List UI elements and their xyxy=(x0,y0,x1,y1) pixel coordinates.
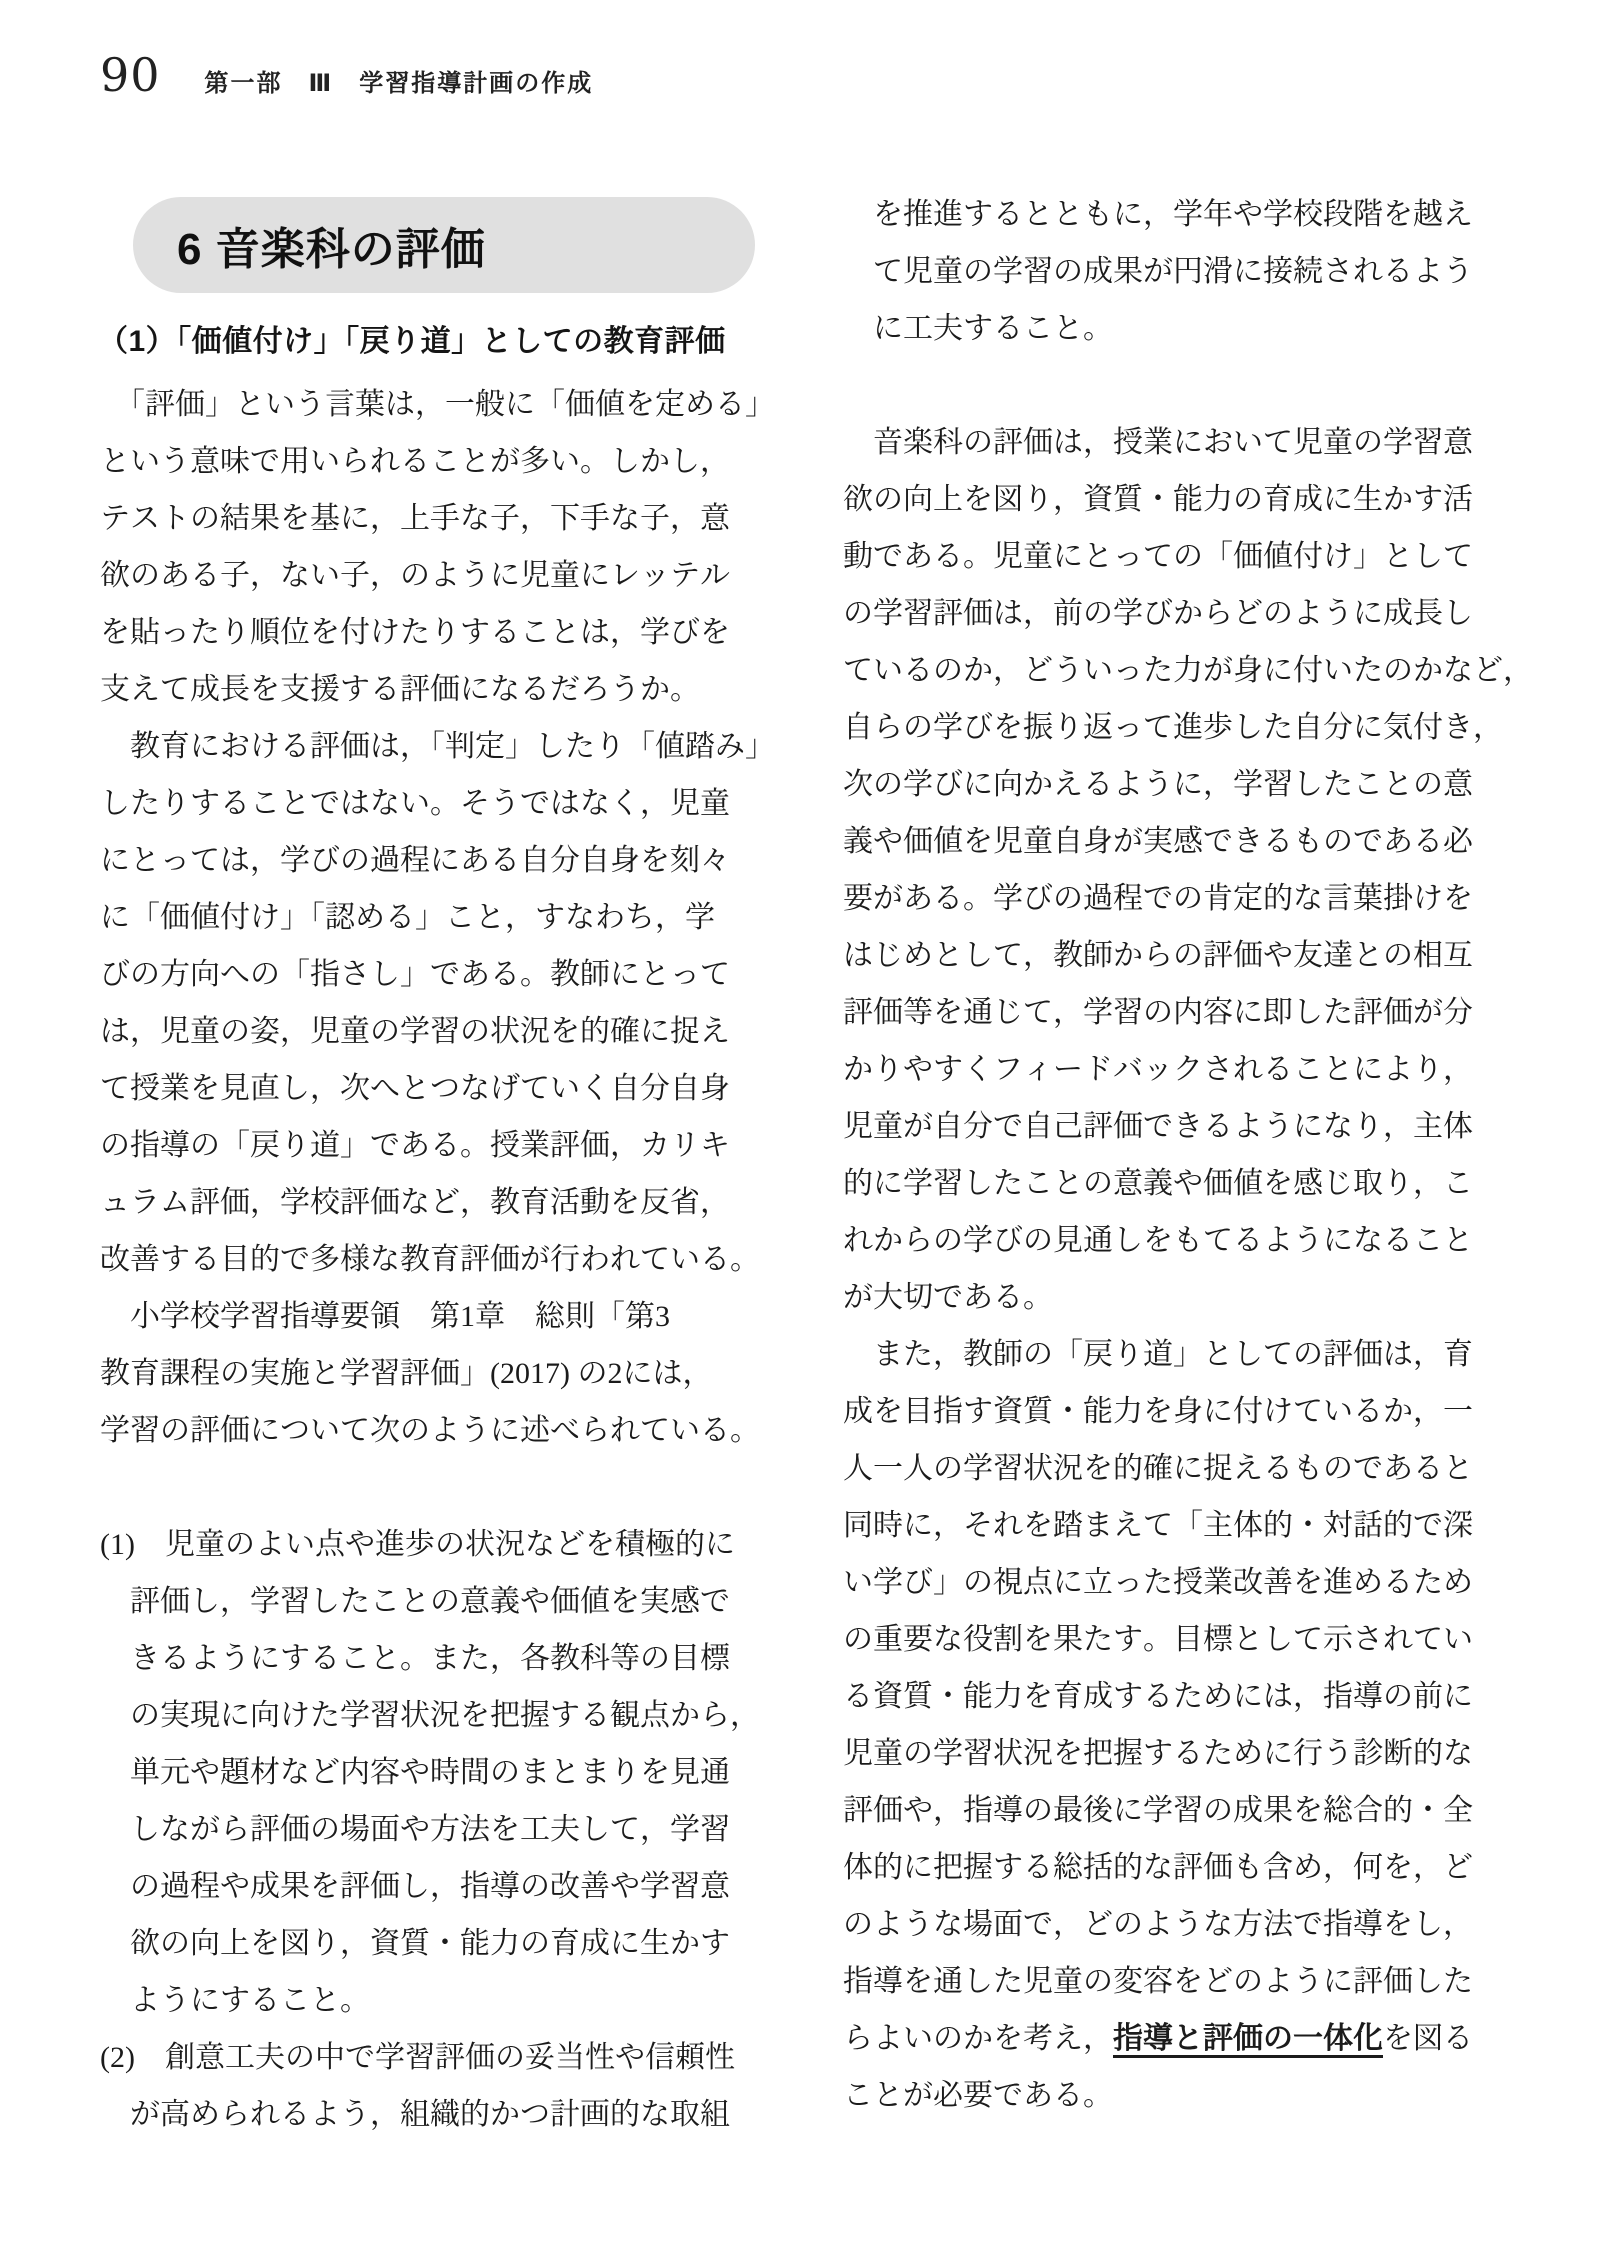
emphasized-phrase: 指導と評価の一体化 xyxy=(1113,2022,1383,2055)
text-line: ているのか，どういった力が身に付いたのかなど， xyxy=(843,654,1533,687)
text-line: 義や価値を児童自身が実感できるものである必 xyxy=(843,825,1473,858)
text-line: 評価し，学習したことの意義や価値を実感で xyxy=(100,1585,730,1618)
text-line: を推進するとともに，学年や学校段階を越え xyxy=(843,198,1473,231)
text-line: に「価値付け」「認める」こと，すなわち，学 xyxy=(100,901,715,934)
text-line: 小学校学習指導要領 第1章 総則「第3 xyxy=(100,1300,670,1333)
text-line: て児童の学習の成果が円滑に接続されるよう xyxy=(843,255,1473,288)
text-line: 音楽科の評価は，授業において児童の学習意 xyxy=(843,426,1473,459)
text-line: の指導の「戻り道」である。授業評価，カリキ xyxy=(100,1129,730,1162)
text-line: い学び」の視点に立った授業改善を進めるため xyxy=(843,1566,1473,1599)
text-line: はじめとして，教師からの評価や友達との相互 xyxy=(843,939,1473,972)
text-line: 体的に把握する総括的な評価も含め，何を，ど xyxy=(843,1851,1473,1884)
text-line: のような場面で，どのような方法で指導をし， xyxy=(843,1908,1473,1941)
text-line: 支えて成長を支援する評価になるだろうか。 xyxy=(100,673,700,706)
text-line: の過程や成果を評価し，指導の改善や学習意 xyxy=(100,1870,730,1903)
text-line: ュラム評価，学校評価など，教育活動を反省， xyxy=(100,1186,730,1219)
page-number: 90 xyxy=(100,48,161,102)
text-line: 自らの学びを振り返って進歩した自分に気付き， xyxy=(843,711,1503,744)
emphasis-line-before: らよいのかを考え， xyxy=(843,2022,1113,2055)
text-line: 動である。児童にとっての「価値付け」として xyxy=(843,540,1473,573)
text-line: 欲のある子，ない子，のように児童にレッテル xyxy=(100,559,730,592)
section-heading: 6 音楽科の評価 xyxy=(177,225,486,274)
text-line: という意味で用いられることが多い。しかし， xyxy=(100,445,730,478)
text-line: 要がある。学びの過程での肯定的な言葉掛けを xyxy=(843,882,1473,915)
right-body-paragraphs xyxy=(843,414,1533,2010)
right-column xyxy=(843,186,1533,2124)
text-line: 教育課程の実施と学習評価」(2017) の2には， xyxy=(100,1357,713,1390)
emphasis-line xyxy=(843,2010,1515,2067)
text-line: 児童の学習状況を把握するために行う診断的な xyxy=(843,1737,1473,1770)
blank-line-spacer xyxy=(843,357,1515,414)
text-line: テストの結果を基に，上手な子，下手な子，意 xyxy=(100,502,730,535)
text-line: 欲の向上を図り，資質・能力の育成に生かす活 xyxy=(843,483,1473,516)
text-line: ようにすること。 xyxy=(100,1984,370,2017)
text-line: また，教師の「戻り道」としての評価は，育 xyxy=(843,1338,1473,1371)
text-line: が大切である。 xyxy=(843,1281,1053,1314)
left-column xyxy=(100,376,775,2143)
text-line: 評価や，指導の最後に学習の成果を総合的・全 xyxy=(843,1794,1473,1827)
text-line: の実現に向けた学習状況を把握する観点から， xyxy=(100,1699,760,1732)
text-line: は，児童の姿，児童の学習の状況を的確に捉え xyxy=(100,1015,730,1048)
text-line: きるようにすること。また，各教科等の目標 xyxy=(100,1642,730,1675)
left-body-paragraphs xyxy=(100,376,775,1459)
text-line: 指導を通した児童の変容をどのように評価した xyxy=(843,1965,1473,1998)
closing-line: ことが必要である。 xyxy=(843,2079,1113,2112)
section-heading-pill xyxy=(133,197,755,293)
text-line: 評価等を通じて，学習の内容に即した評価が分 xyxy=(843,996,1473,1029)
text-line: にとっては，学びの過程にある自分自身を刻々 xyxy=(100,844,730,877)
text-line: 的に学習したことの意義や価値を感じ取り，こ xyxy=(843,1167,1473,1200)
text-line: (1) 児童のよい点や進歩の状況などを積極的に xyxy=(100,1528,735,1561)
text-line: しながら評価の場面や方法を工夫して，学習 xyxy=(100,1813,730,1846)
text-line: 教育における評価は，「判定」したり「値踏み」 xyxy=(100,730,775,763)
quoted-guideline-list xyxy=(100,1516,772,2143)
text-line: びの方向への「指さし」である。教師にとって xyxy=(100,958,730,991)
text-line: (2) 創意工夫の中で学習評価の妥当性や信頼性 xyxy=(100,2041,735,2074)
text-line: 人一人の学習状況を的確に捉えるものであると xyxy=(843,1452,1473,1485)
text-line: る資質・能力を育成するためには，指導の前に xyxy=(843,1680,1473,1713)
subsection-heading: （1）「価値付け」「戻り道」としての教育評価 xyxy=(98,325,726,358)
text-line: の重要な役割を果たす。目標として示されてい xyxy=(843,1623,1473,1656)
text-line: 「評価」という言葉は，一般に「価値を定める」 xyxy=(100,388,775,421)
text-line: かりやすくフィードバックされることにより， xyxy=(843,1053,1473,1086)
emphasis-line-after: を図る xyxy=(1383,2022,1473,2055)
text-line: の学習評価は，前の学びからどのように成長し xyxy=(843,597,1473,630)
text-line: 改善する目的で多様な教育評価が行われている。 xyxy=(100,1243,760,1276)
text-line: が高められるよう，組織的かつ計画的な取組 xyxy=(100,2098,730,2131)
text-line: に工夫すること。 xyxy=(843,312,1113,345)
blank-line-spacer xyxy=(100,1459,772,1516)
chapter-label: 第一部 Ⅲ 学習指導計画の作成 xyxy=(204,70,594,97)
text-line: 単元や題材など内容や時間のまとまりを見通 xyxy=(100,1756,730,1789)
text-line: 成を目指す資質・能力を身に付けているか，一 xyxy=(843,1395,1473,1428)
text-line: 次の学びに向かえるように，学習したことの意 xyxy=(843,768,1473,801)
text-line: 同時に，それを踏まえて「主体的・対話的で深 xyxy=(843,1509,1473,1542)
text-line: を貼ったり順位を付けたりすることは，学びを xyxy=(100,616,730,649)
text-line: 学習の評価について次のように述べられている。 xyxy=(100,1414,760,1447)
text-line: したりすることではない。そうではなく，児童 xyxy=(100,787,730,820)
text-line: 欲の向上を図り，資質・能力の育成に生かす xyxy=(100,1927,730,1960)
text-line: て授業を見直し，次へとつなげていく自分自身 xyxy=(100,1072,730,1105)
running-head xyxy=(100,48,593,102)
text-line: 児童が自分で自己評価できるようになり，主体 xyxy=(843,1110,1473,1143)
quoted-guideline-continuation xyxy=(843,186,1515,357)
text-line: れからの学びの見通しをもてるようになること xyxy=(843,1224,1473,1257)
